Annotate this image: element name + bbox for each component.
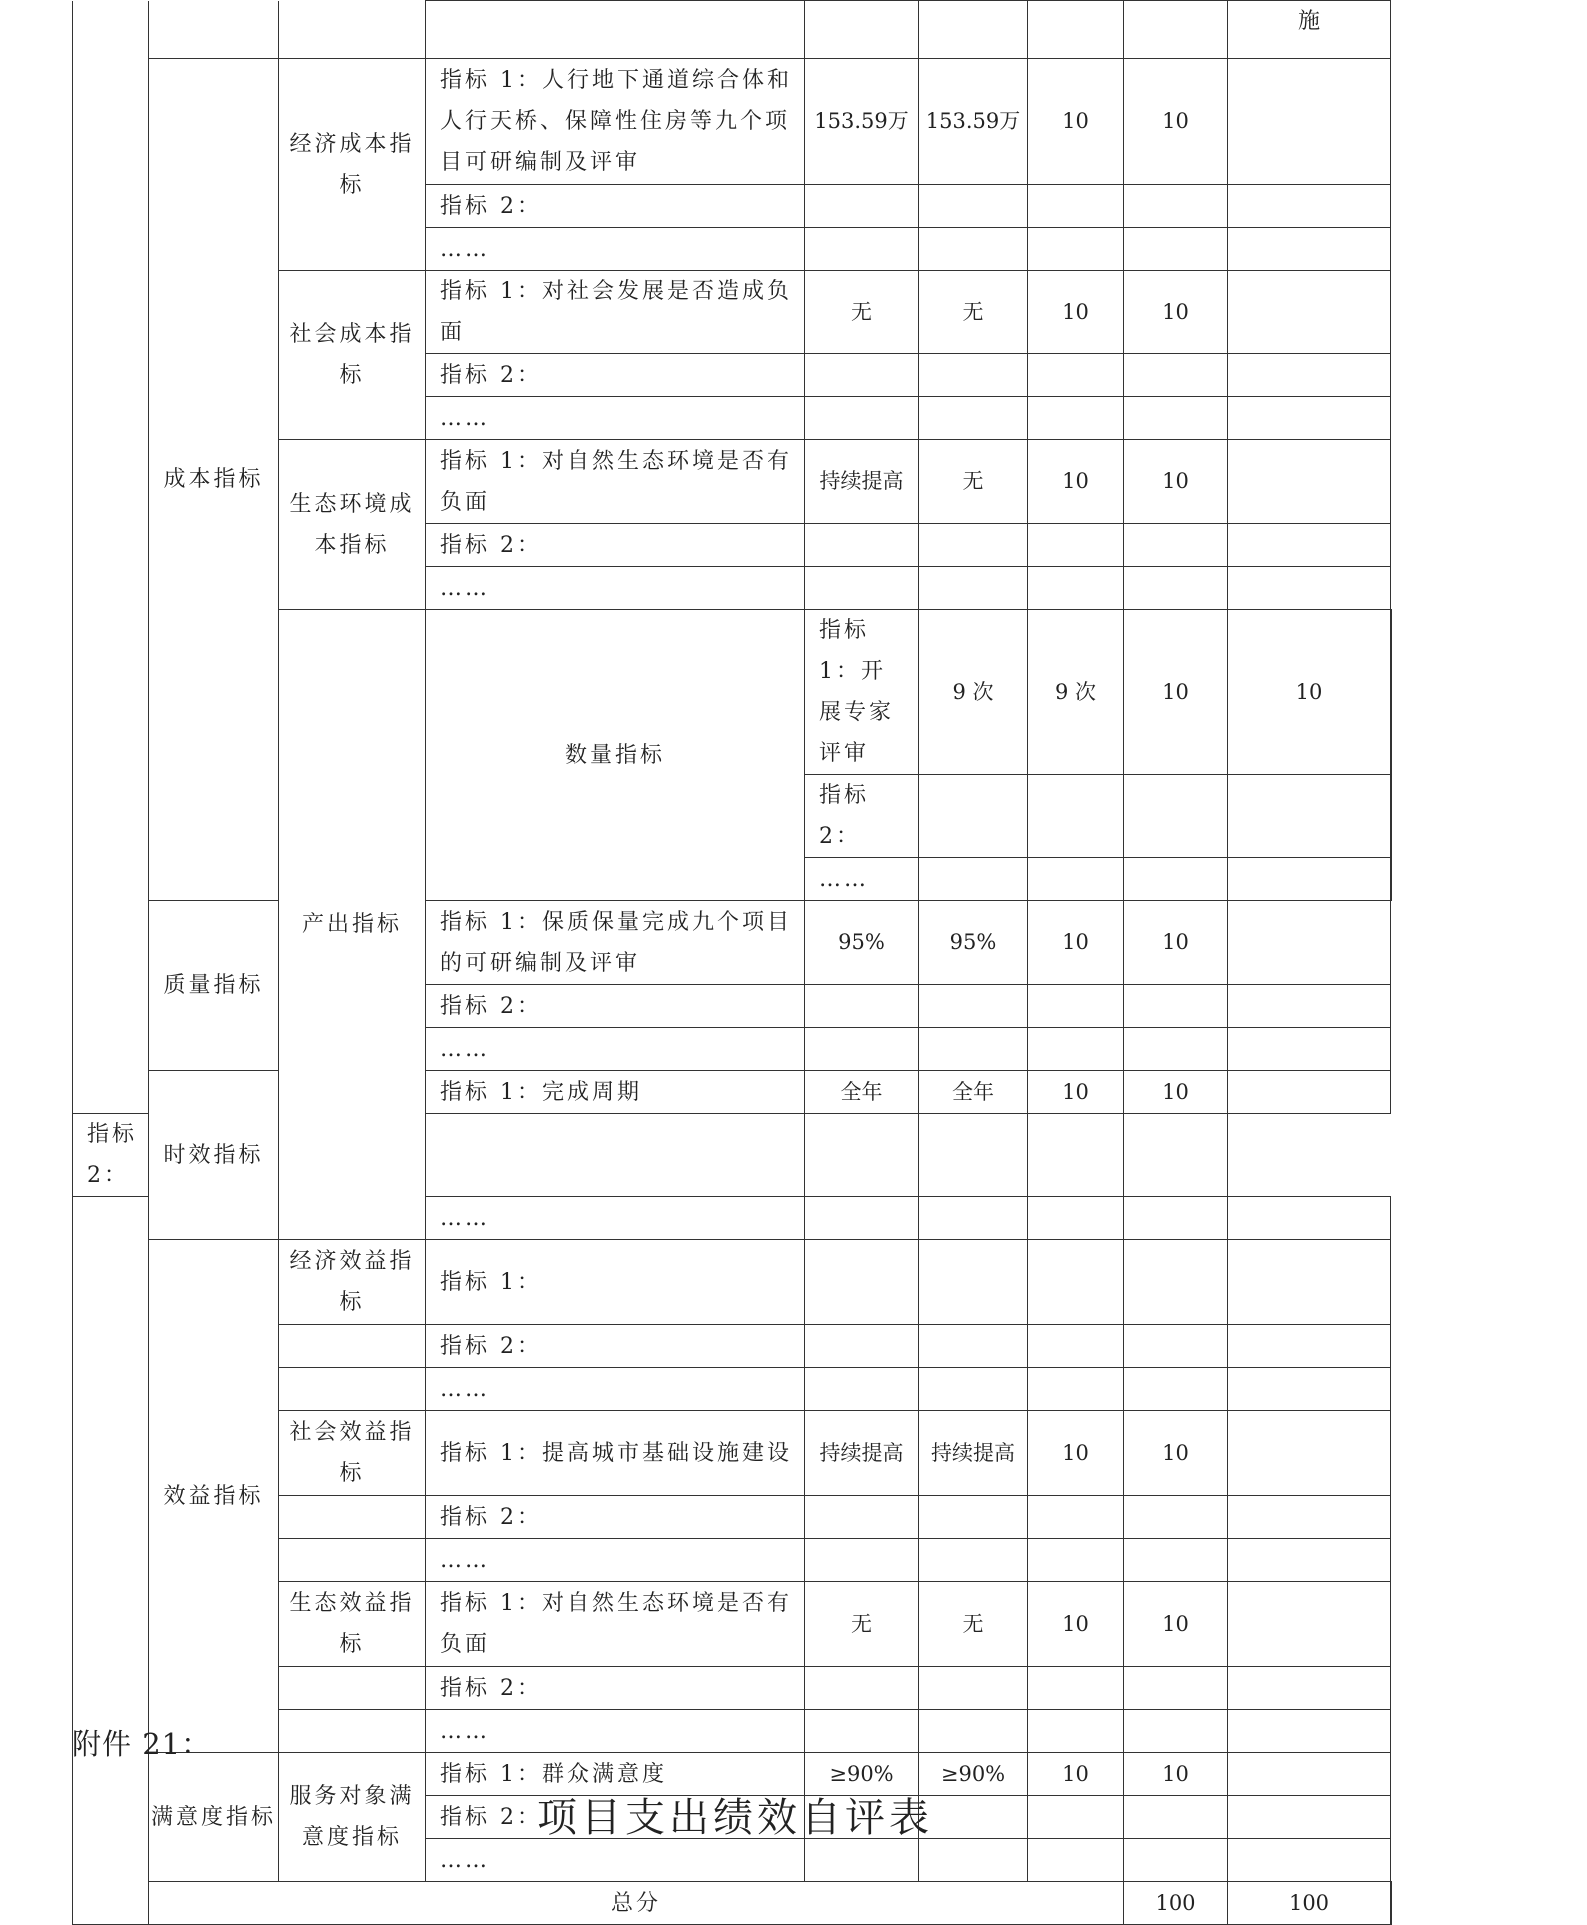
blank-cell: [149, 1, 279, 59]
indicator-cell: 指标 1：提高城市基础设施建设: [426, 1411, 805, 1496]
total-label: 总分: [149, 1882, 1124, 1925]
performance-table: [72, 0, 1392, 1925]
blank-cell: [279, 1, 426, 59]
actual-value: 无: [919, 271, 1028, 354]
category-benefit: 效益指标: [149, 1240, 279, 1753]
weight-value: 10: [1028, 1071, 1124, 1114]
remark-cell: [1228, 440, 1391, 524]
blank-cell: [426, 1, 805, 59]
indicator-cell: 指标 2：: [805, 775, 919, 858]
actual-value: [919, 1240, 1028, 1325]
remark-cell: [1228, 1240, 1391, 1325]
table-row: [73, 59, 1392, 185]
indicator-cell: 指标 1：开展专家评审: [805, 610, 919, 775]
remark-cell: [1228, 901, 1391, 985]
subcategory-economic-benefit: 经济效益指标: [279, 1240, 426, 1325]
remark-cell: [1391, 610, 1392, 775]
indicator-cell: 指标 2：: [426, 1325, 805, 1368]
indicator-cell: ……: [426, 1710, 805, 1753]
blank-cell: [279, 1539, 426, 1582]
indicator-cell: 指标 1：群众满意度: [426, 1753, 805, 1796]
subcategory-timeliness: 时效指标: [149, 1071, 279, 1240]
weight-value: 10: [1028, 1753, 1124, 1796]
subcategory-economic-cost: 经济成本指标: [279, 59, 426, 271]
indicator-cell: 指标 1：对社会发展是否造成负面: [426, 271, 805, 354]
total-row: [73, 1882, 1392, 1925]
weight-value: 10: [1028, 271, 1124, 354]
score-value: 10: [1124, 1582, 1228, 1667]
subcategory-service-satisfaction: 服务对象满意度指标: [279, 1753, 426, 1882]
actual-value: 9 次: [1028, 610, 1124, 775]
score-value: 10: [1228, 610, 1391, 775]
blank-cell: [279, 1496, 426, 1539]
target-value: 153.59万: [805, 59, 919, 185]
actual-value: 95%: [919, 901, 1028, 985]
indicator-cell: 指标 2：: [426, 1496, 805, 1539]
indicator-cell: ……: [426, 228, 805, 271]
remark-cell: [1228, 271, 1391, 354]
weight-value: 10: [1028, 1582, 1124, 1667]
score-value: [1124, 1240, 1228, 1325]
indicator-cell: ……: [426, 1028, 805, 1071]
subcategory-social-benefit: 社会效益指标: [279, 1411, 426, 1496]
indicator-cell: ……: [426, 1197, 805, 1240]
score-value: 10: [1124, 1071, 1228, 1114]
category-output: 产出指标: [279, 610, 426, 1240]
blank-cell: [919, 1, 1028, 59]
table-row: [73, 1, 1392, 59]
remark-cell: [1228, 1411, 1391, 1496]
remark-cell: [1228, 1582, 1391, 1667]
total-weight: 100: [1124, 1882, 1228, 1925]
table-row: [73, 901, 1392, 985]
table-row: [73, 1240, 1392, 1325]
category-satisfaction: 满意度指标: [149, 1753, 279, 1882]
indicator-cell: 指标 1：对自然生态环境是否有负面: [426, 1582, 805, 1667]
target-value: 无: [805, 271, 919, 354]
score-value: 10: [1124, 440, 1228, 524]
weight-value: 10: [1028, 1411, 1124, 1496]
weight-value: 10: [1028, 59, 1124, 185]
indicator-cell: ……: [426, 1539, 805, 1582]
subcategory-ecological-benefit: 生态效益指标: [279, 1582, 426, 1667]
indicator-cell: ……: [426, 567, 805, 610]
score-value: 10: [1124, 901, 1228, 985]
actual-value: 153.59万: [919, 59, 1028, 185]
indicator-cell: ……: [426, 1368, 805, 1411]
score-value: 10: [1124, 59, 1228, 185]
score-value: 10: [1124, 271, 1228, 354]
blank-cell: [279, 1325, 426, 1368]
remark-cell: [1391, 1882, 1392, 1925]
score-value: 10: [1124, 1411, 1228, 1496]
blank-cell: [1124, 1, 1228, 59]
actual-value: ≥90%: [919, 1753, 1028, 1796]
total-score: 100: [1228, 1882, 1391, 1925]
actual-value: 无: [919, 440, 1028, 524]
subcategory-quality: 质量指标: [149, 901, 279, 1071]
indicator-cell: 指标 1：保质保量完成九个项目的可研编制及评审: [426, 901, 805, 985]
blank-cell: [279, 1368, 426, 1411]
weight-value: 10: [1028, 901, 1124, 985]
indicator-cell: 指标 2：: [73, 1114, 149, 1197]
target-value: ≥90%: [805, 1753, 919, 1796]
subcategory-social-cost: 社会成本指标: [279, 271, 426, 440]
subcategory-ecological-cost: 生态环境成本指标: [279, 440, 426, 610]
target-value: [805, 1240, 919, 1325]
indicator-cell: 指标 1：对自然生态环境是否有负面: [426, 440, 805, 524]
indicator-cell: 指标 2：: [426, 985, 805, 1028]
attachment-label: 附件 21：: [72, 1727, 212, 1761]
indicator-cell: 指标 2：: [426, 1796, 805, 1839]
indicator-cell: 指标 2：: [426, 524, 805, 567]
target-value: 持续提高: [805, 440, 919, 524]
target-value: 95%: [805, 901, 919, 985]
category-cost: 成本指标: [149, 59, 279, 901]
target-value: 全年: [805, 1071, 919, 1114]
subcategory-quantity: 数量指标: [426, 610, 805, 901]
indicator-cell: 指标 2：: [426, 185, 805, 228]
remark-cell: [1228, 1071, 1391, 1114]
remark-cell: [1228, 59, 1391, 185]
actual-value: 无: [919, 1582, 1028, 1667]
weight-value: [1028, 1240, 1124, 1325]
blank-cell: [1028, 1, 1124, 59]
table-row: [73, 1071, 1392, 1114]
left-margin-column: [73, 1, 149, 1114]
note-cell: 施: [1228, 1, 1391, 59]
target-value: 持续提高: [805, 1411, 919, 1496]
blank-cell: [279, 1667, 426, 1710]
blank-cell: [279, 1710, 426, 1753]
weight-value: 10: [1124, 610, 1228, 775]
indicator-cell: ……: [805, 858, 919, 901]
indicator-cell: 指标 1：完成周期: [426, 1071, 805, 1114]
weight-value: 10: [1028, 440, 1124, 524]
target-value: 无: [805, 1582, 919, 1667]
indicator-cell: ……: [426, 397, 805, 440]
blank-cell: [805, 1, 919, 59]
actual-value: 持续提高: [919, 1411, 1028, 1496]
indicator-cell: ……: [426, 1839, 805, 1882]
document-title: 项目支出绩效自评表: [537, 1795, 933, 1841]
indicator-cell: 指标 1：人行地下通道综合体和人行天桥、保障性住房等九个项目可研编制及评审: [426, 59, 805, 185]
target-value: 9 次: [919, 610, 1028, 775]
score-value: 10: [1124, 1753, 1228, 1796]
indicator-cell: 指标 1：: [426, 1240, 805, 1325]
indicator-cell: 指标 2：: [426, 354, 805, 397]
actual-value: 全年: [919, 1071, 1028, 1114]
indicator-cell: 指标 2：: [426, 1667, 805, 1710]
